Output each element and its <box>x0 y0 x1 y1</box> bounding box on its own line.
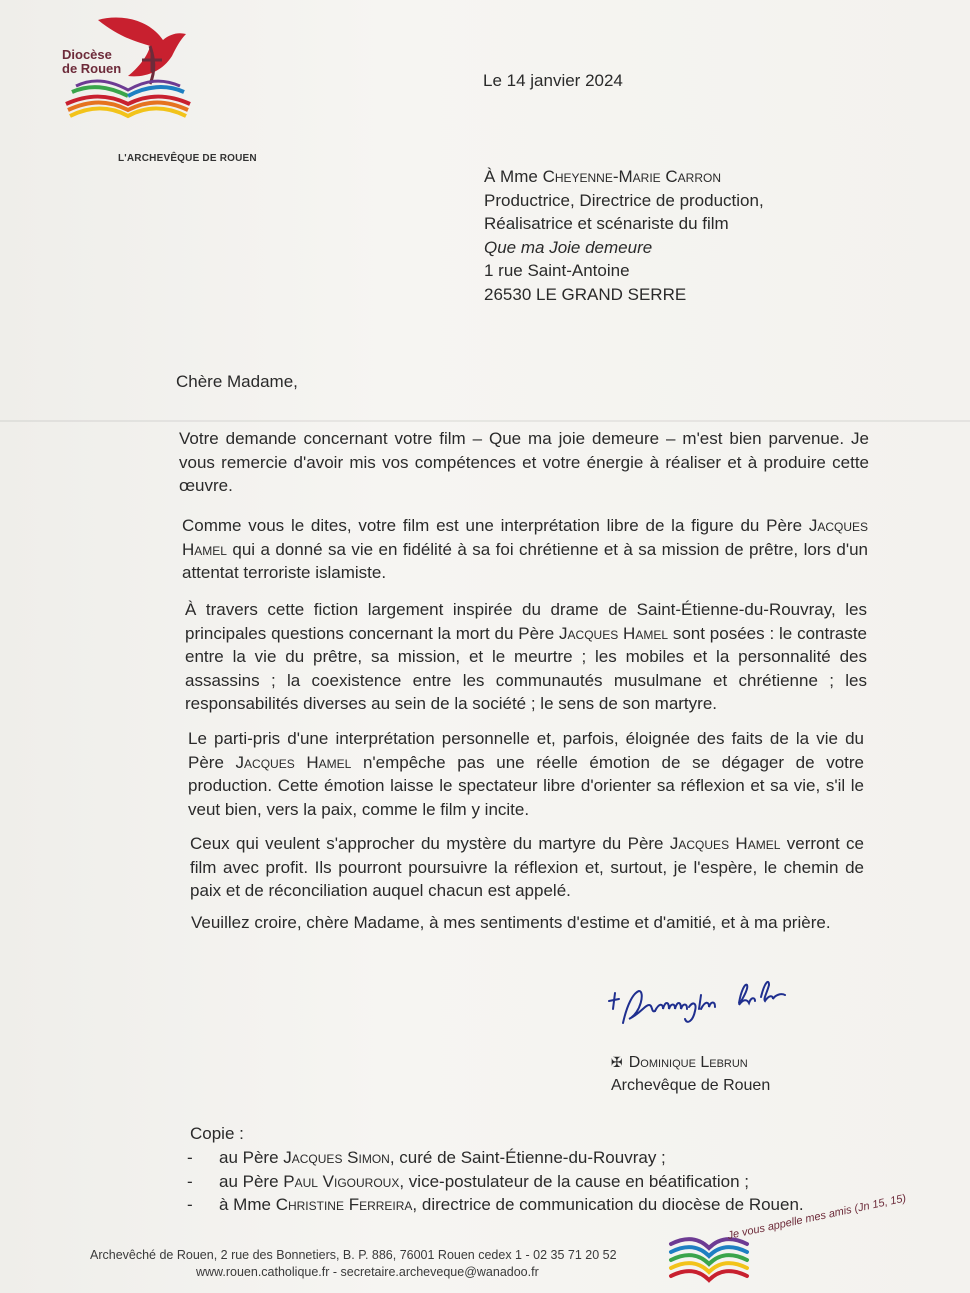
closing-paragraph: Veuillez croire, chère Madame, à mes sentiments d'estime et d'amitié, et à ma prière. <box>191 913 831 932</box>
paragraph-2-text-b: qui a donné sa vie en fidélité à sa foi chrétienne et à sa mission de prêtre, lors d'un attentat terroriste islamiste. <box>182 539 868 582</box>
address-line-1 <box>484 165 764 189</box>
handwritten-signature <box>605 965 805 1040</box>
paragraph-3 <box>185 598 867 716</box>
logo-text <box>62 48 121 76</box>
footer-line-2: www.rouen.catholique.fr - secretaire.archeveque@wanadoo.fr <box>196 1265 539 1279</box>
copie-prefix: au Père <box>219 1171 284 1191</box>
archeveque-header: L'ARCHEVÊQUE DE ROUEN <box>118 153 257 164</box>
letter-date: Le 14 janvier 2024 <box>483 71 623 90</box>
signer-title: Archevêque de Rouen <box>611 1077 771 1094</box>
signer-name-line <box>611 1051 770 1074</box>
copie-name: Paul Vigouroux <box>283 1171 400 1191</box>
footer-address <box>90 1247 617 1281</box>
address-city: 26530 LE GRAND SERRE <box>484 284 687 304</box>
address-prefix: À Mme <box>484 167 543 186</box>
film-title: Que ma Joie demeure <box>484 237 653 257</box>
episcopal-cross-icon: ✠ <box>611 1054 623 1070</box>
person-name: Jacques Hamel <box>559 623 668 643</box>
person-name: Jacques Hamel <box>669 834 781 853</box>
paragraph-5-text-b: verront ce film avec profit. Ils pourront poursuivre la réflexion et, surtout, je l'espère, le chemin de paix et de réconciliation auquel chacun est appelé. <box>190 834 865 900</box>
copie-label: Copie : <box>190 1124 244 1143</box>
person-name: Jacques Hamel <box>182 516 868 559</box>
paragraph-3-text-b: sont posées : le contraste entre la vie du prêtre, sa mission, et le meurtre ; les mobiles et la personnalité des assassins ; la coexistence entre les communautés musulmane et chrétienne ; les responsabilités diverses au sein de la société ; le sens de son martyre. <box>185 623 867 713</box>
logo-line-1: Diocèse <box>62 47 112 62</box>
list-bullet: - <box>187 1195 193 1214</box>
address-line-3: Réalisatrice et scénariste du film <box>484 214 729 233</box>
address-street: 1 rue Saint-Antoine <box>484 261 630 280</box>
recipient-address <box>484 165 764 306</box>
paragraph-5-text-a: Ceux qui veulent s'approcher du mystère du martyre du Père <box>190 834 670 853</box>
copie-name: Christine Ferreira <box>275 1195 413 1214</box>
list-item <box>187 1193 804 1217</box>
copie-list <box>187 1146 804 1217</box>
copie-name: Jacques Simon <box>283 1148 390 1167</box>
copie-prefix: à Mme <box>219 1195 276 1214</box>
paragraph-3-text-a: À travers cette fiction largement inspirée du drame de Saint-Étienne-du-Rouvray, les principales questions concernant la mort du Père <box>185 600 867 643</box>
diocese-logo <box>58 12 198 124</box>
copie-role: , curé de Saint-Étienne-du-Rouvray ; <box>389 1148 666 1167</box>
list-item <box>187 1170 804 1194</box>
footer-line-1: Archevêché de Rouen, 2 rue des Bonnetiers, B. P. 886, 76001 Rouen cedex 1 - 02 35 71 20 52 <box>90 1248 617 1262</box>
list-item <box>187 1146 804 1170</box>
paragraph-2 <box>182 514 868 585</box>
copie-role: , directrice de communication du diocèse de Rouen. <box>412 1195 804 1214</box>
logo-line-2: de Rouen <box>62 61 122 76</box>
paper-fold <box>0 420 970 422</box>
paragraph-4-text-b: n'empêche pas une réelle émotion de se dégager de votre production. Cette émotion laisse le spectateur libre d'orienter sa réflexion et sa vie, s'il le veut bien, vers la paix, comme le film y incite. <box>188 752 865 819</box>
paragraph-2-text-a: Comme vous le dites, votre film est une interprétation libre de la figure du Père <box>182 516 809 535</box>
signer-block <box>611 1051 770 1097</box>
paragraph-5 <box>190 832 864 903</box>
list-bullet: - <box>187 1171 193 1191</box>
signer-name: Dominique Lebrun <box>628 1054 748 1071</box>
salutation: Chère Madame, <box>176 372 298 391</box>
recipient-name: Cheyenne-Marie Carron <box>542 167 722 186</box>
signature-icon <box>605 965 805 1040</box>
copie-role: , vice-postulateur de la cause en béatification ; <box>399 1171 750 1191</box>
paragraph-4-text-a: Le parti-pris d'une interprétation personnelle et, parfois, éloignée des faits de la vie du Père <box>188 729 864 772</box>
copie-prefix: au Père <box>219 1148 284 1167</box>
paragraph-1: Votre demande concernant votre film – Que ma joie demeure – m'est bien parvenue. Je vous remercie d'avoir mis vos compétences et votre énergie à réaliser et à produire cette œuvre. <box>179 429 869 495</box>
motto-text: Je vous appelle mes amis (Jn 15, 15) <box>726 1192 908 1242</box>
person-name: Jacques Hamel <box>235 752 352 772</box>
address-line-2: Productrice, Directrice de production, <box>484 190 764 210</box>
footer-motto-logo <box>665 1192 908 1286</box>
list-bullet: - <box>187 1148 193 1167</box>
paragraph-4 <box>188 727 864 821</box>
